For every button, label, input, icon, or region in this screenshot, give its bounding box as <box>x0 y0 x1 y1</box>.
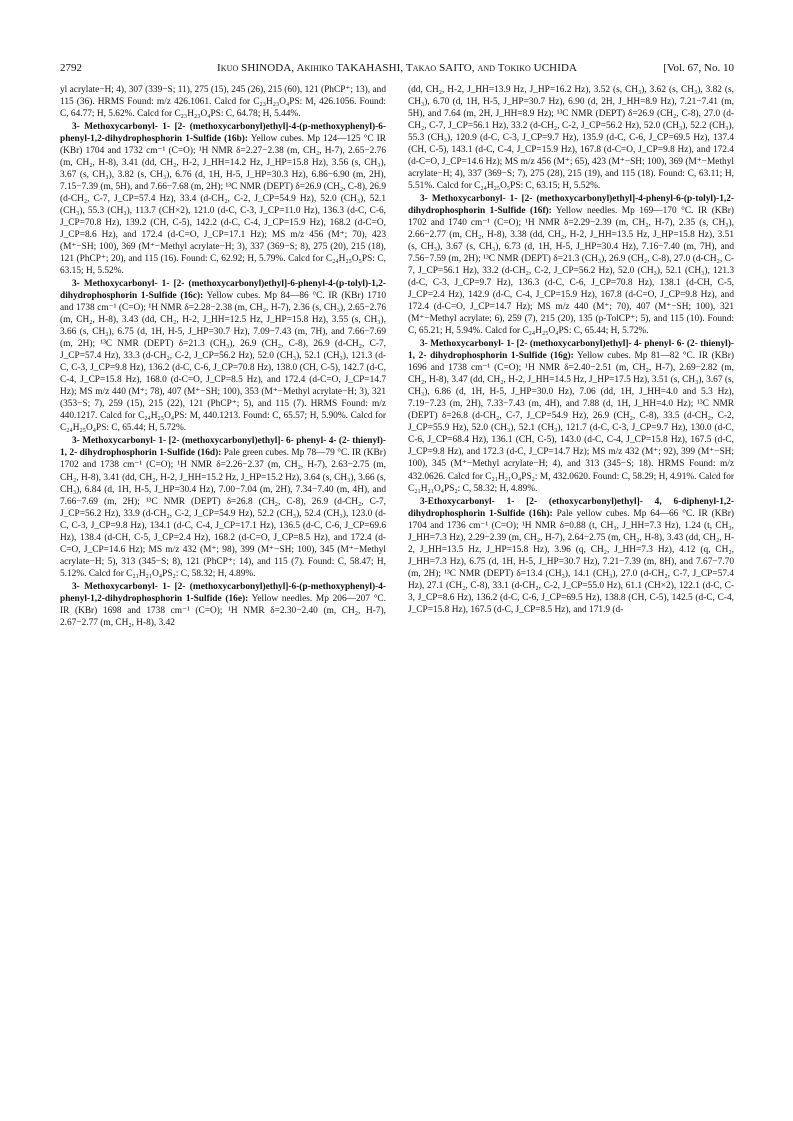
experimental-paragraph <box>60 121 386 277</box>
running-header-authors: Ikuo SHINODA, Akihiko TAKAHASHI, Takao SAITO, and Tokiko UCHIDA <box>216 62 578 74</box>
compound-data: Pale yellow cubes. Mp 64—66 °C. IR (KBr) 1704 and 1736 cm⁻¹ (C=O); ¹H NMR δ=0.88 (t, CH₃, J_HH=7.3 Hz), 1.24 (t, CH₃, J_HH=7.3 Hz), 2.29−2.39 (m, CH₂, H-7), 2.64−2.75 (m, CH₂, H-8), 3.43 (dd, CH₂, H-2, J_HH=13.5 Hz, J_HP=15.8 Hz), 3.96 (q, CH₂, J_HH=7.3 Hz), 4.12 (q, CH₂, J_HH=7.3 Hz), 6.75 (d, 1H, H-5, J_HP=30.7 Hz), 7.21−7.39 (m, 8H), and 7.67−7.70 (m, 2H); ¹³C NMR (DEPT) δ=13.4 (CH₃), 14.1 (CH₃), 27.0 (d-CH₂, C-7, J_CP=57.4 Hz), 27.1 (CH₂, C-8), 33.1 (d-CH₂, C-2, J_CP=55.0 Hz), 61.1 (CH×2), 122.1 (d-C, C-3, J_CP=8.6 Hz), 136.2 (d-C, C-6, J_CP=69.5 Hz), 138.8 (CH, C-5), 142.5 (d-C, C-4, J_CP=15.8 Hz), 167.5 (d-C, J_CP=8.5 Hz), and 171.9 (d- <box>408 508 734 615</box>
experimental-paragraph <box>60 435 386 579</box>
compound-data: Yellow needles. Mp 206—207 °C. IR (KBr) 1698 and 1738 cm⁻¹ (C=O); ¹H NMR δ=2.30−2.40 (m, CH₂, H-7), 2.67−2.77 (m, CH₂, H-8), 3.42 <box>60 593 386 628</box>
running-header <box>60 62 734 82</box>
compound-title: 3- Methoxycarbonyl- 1- [2- (methoxycarbonyl)ethyl]-4-(p-methoxyphenyl)-6-phenyl-1,2-dihydrophosphorin 1-Sulfide (16b): <box>60 122 386 145</box>
experimental-paragraph <box>60 84 386 120</box>
compound-title: 3-Ethoxycarbonyl- 1- [2- (ethoxycarbonyl)ethyl]- 4, 6-diphenyl-1,2-dihydrophosphorin 1-Sulfide (16h): <box>408 496 734 519</box>
compound-data: yl acrylate−H; 4), 307 (339−S; 11), 275 (15), 245 (26), 215 (60), 121 (PhCP⁺; 13), and 115 (36). HRMS Found: m/z 426.1061. Calcd for C₂₃H₂₃O₄PS: M, 426.1056. Found: C, 64.77; H, 5.62%. Calcd for C₂₃H₂₃O₄PS: C, 64.78; H, 5.44%. <box>60 85 386 120</box>
compound-title: 3- Methoxycarbonyl- 1- [2- (methoxycarbonyl)ethyl]-6-phenyl-4-(p-tolyl)-1,2-dihydrophosphorin 1-Sulfide (16c): <box>60 279 386 302</box>
experimental-paragraph <box>60 278 386 434</box>
compound-data: Yellow cubes. Mp 84—86 °C. IR (KBr) 1710 and 1738 cm⁻¹ (C=O); ¹H NMR δ=2.28−2.38 (m, CH₂, H-7), 2.36 (s, CH₃), 2.65−2.76 (m, CH₂, H-8), 3.43 (dd, CH₂, H-2, J_HH=12.5 Hz, J_HP=15.8 Hz), 3.55 (s, CH₃), 3.66 (s, CH₃), 6.75 (d, 1H, H-5, J_HP=30.7 Hz), 7.09−7.43 (m, 7H), and 7.66−7.69 (m, 2H); ¹³C NMR (DEPT) δ=21.3 (CH₃), 26.9 (CH₂, C-8), 26.9 (d-CH₂, C-7, J_CP=57.4 Hz), 33.3 (d-CH₂, C-2, J_CP=56.2 Hz), 52.0 (CH₃), 52.1 (CH₃), 121.3 (d-C, C-3, J_CP=9.8 Hz), 136.2 (d-C, C-6, J_CP=70.8 Hz), 138.0 (CH, C-5), 142.7 (d-C, C-4, J_CP=15.8 Hz), 168.0 (d-C=O, J_CP=8.5 Hz), and 172.4 (d-C=O, J_CP=14.7 Hz); MS m/z 440 (M⁺; 78), 407 (M⁺−SH; 100), 353 (M⁺−Methyl acrylate−H; 3), 321 (353−S; 7), 259 (15), 215 (22), 121 (PhCP⁺; 5), and 115 (7). HRMS Found: m/z 440.1217. Calcd for C₂₄H₂₅O₄PS: M, 440.1213. Found: C, 65.57; H, 5.90%. Calcd for C₂₄H₂₅O₄PS: C, 65.44; H, 5.72%. <box>60 291 386 434</box>
compound-data: Yellow needles. Mp 169—170 °C. IR (KBr) 1702 and 1740 cm⁻¹ (C=O); ¹H NMR δ=2.29−2.39 (m, CH₂, H-7), 2.35 (s, CH₃), 2.66−2.77 (m, CH₂, H-8), 3.38 (dd, CH₂, H-2, J_HH=13.5 Hz, J_HP=15.8 Hz), 3.51 (s, CH₃), 3.67 (s, CH₃), 6.73 (d, 1H, H-5, J_HP=30.4 Hz), 7.16−7.40 (m, 7H), and 7.56−7.59 (m, 2H); ¹³C NMR (DEPT) δ=21.3 (CH₃), 26.9 (CH₂, C-8), 27.0 (d-CH₂, C-7, J_CP=56.1 Hz), 33.2 (d-CH₂, C-2, J_CP=56.2 Hz), 52.0 (CH₃), 52.1 (CH₃), 121.3 (d-C, C-3, J_CP=9.7 Hz), 136.3 (d-C, C-6, J_CP=70.8 Hz), 138.1 (d-CH, C-5, J_CP=2.4 Hz), 142.9 (d-C, C-4, J_CP=15.9 Hz), 167.8 (d-C=O, J_CP=9.8 Hz), and 172.4 (d-C=O, J_CP=14.7 Hz); MS m/z 440 (M⁺; 70), 407 (M⁺−SH; 100), 321 (M⁺−Methyl acrylate; 6), 259 (7), 215 (20), 135 (p-TolCP⁺; 5), and 115 (10). Found: C, 65.21; H, 5.94%. Calcd for C₂₄H₂₅O₄PS: C, 65.44; H, 5.72%. <box>408 206 735 337</box>
experimental-paragraph <box>408 193 734 337</box>
compound-title: 3- Methoxycarbonyl- 1- [2- (methoxycarbonyl)ethyl]-4-phenyl-6-(p-tolyl)-1,2-dihydrophosphorin 1-Sulfide (16f): <box>408 194 734 217</box>
left-column <box>60 84 386 630</box>
compound-title: 3- Methoxycarbonyl- 1- [2- (methoxycarbonyl)ethyl]- 4- phenyl- 6- (2- thienyl)- 1, 2- dihydrophosphorin 1-Sulfide (16g): <box>408 339 734 362</box>
experimental-paragraph <box>408 496 734 616</box>
experimental-paragraph <box>60 581 386 629</box>
experimental-paragraph <box>408 84 734 192</box>
page-number: 2792 <box>60 62 82 74</box>
compound-title: 3- Methoxycarbonyl- 1- [2- (methoxycarbonyl)ethyl]- 6- phenyl- 4- (2- thienyl)- 1, 2- dihydrophosphorin 1-Sulfide (16d): <box>60 436 386 459</box>
compound-data: Yellow cubes. Mp 81—82 °C. IR (KBr) 1696 and 1738 cm⁻¹ (C=O); ¹H NMR δ=2.40−2.51 (m, CH₂, H-7), 2.69−2.82 (m, CH₂, H-8), 3.47 (dd, CH₂, H-2, J_HH=14.5 Hz, J_HP=17.5 Hz), 3.51 (s, CH₃), 3.67 (s, CH₃), 6.86 (d, 1H, H-5, J_HP=30.0 Hz), 7.06 (dd, 1H, J_HH=4.0 and 5.3 Hz), 7.19−7.23 (m, 2H), 7.33−7.43 (m, 4H), and 7.88 (d, 1H, J_HH=4.0 Hz); ¹³C NMR (DEPT) δ=26.8 (d-CH₂, C-7, J_CP=54.9 Hz), 26.9 (CH₂, C-8), 33.5 (d-CH₂, C-2, J_CP=55.9 Hz), 52.0 (CH₃), 52.1 (CH₃), 121.7 (d-C, C-3, J_CP=9.7 Hz), 130.0 (d-C, C-6, J_CP=68.4 Hz), 136.1 (CH, C-5), 143.0 (d-C, C-4, J_CP=15.8 Hz), 167.5 (d-C, J_CP=9.8 Hz), and 172.3 (d-C, J_CP=14.7 Hz); MS m/z 432 (M⁺; 92), 399 (M⁺−SH; 100), 345 (M⁺−Methyl acrylate−H; 4), and 313 (345−S; 18). HRMS Found: m/z 432.0626. Calcd for C₂₁H₂₁O₄PS₂: M, 432.0620. Found: C, 58.29; H, 4.91%. Calcd for C₂₁H₂₁O₄PS₂: C, 58.32; H, 4.89%. <box>408 351 735 494</box>
compound-title: 3- Methoxycarbonyl- 1- [2- (methoxycarbonyl)ethyl]-6-(p-methoxyphenyl)-4-phenyl-1,2-dihydrophosphorin 1-Sulfide (16e): <box>60 581 386 604</box>
compound-data: Yellow cubes. Mp 124—125 °C IR (KBr) 1704 and 1732 cm⁻¹ (C=O); ¹H NMR δ=2.27−2.38 (m, CH₂, H-7), 2.65−2.76 (m, CH₂, H-8), 3.41 (dd, CH₂, H-2, J_HH=14.2 Hz, J_HP=15.8 Hz), 3.56 (s, CH₃), 3.67 (s, CH₃), 3.82 (s, CH₃), 6.76 (d, 1H, H-5, J_HP=30.3 Hz), 6.86−6.90 (m, 2H), 7.15−7.39 (m, 5H), and 7.66−7.68 (m, 2H); ¹³C NMR (DEPT) δ=26.9 (CH₂, C-8), 26.9 (d-CH₂, C-7, J_CP=57.4 Hz), 33.4 (d-CH₂, C-2, J_CP=54.9 Hz), 52.0 (CH₃), 52.1 (CH₃), 55.3 (CH₃), 113.7 (CH×2), 121.0 (d-C, C-3, J_CP=11.0 Hz), 136.3 (d-C, C-6, J_CP=70.8 Hz), 139.2 (CH, C-5), 142.2 (d-C, C-4, J_CP=15.9 Hz), 168.2 (d-C=O, J_CP=8.6 Hz), and 172.4 (d-C=O, J_CP=17.1 Hz); MS m/z 456 (M⁺; 70), 423 (M⁺−SH; 100), 369 (M⁺−Methyl acrylate−H; 3), 337 (369−S; 8), 275 (20), 215 (18), 121 (PhCP⁺; 20), and 115 (16). Found: C, 62.92; H, 5.79%. Calcd for C₂₄H₂₅O₅PS: C, 63.15; H, 5.52%. <box>60 134 386 277</box>
compound-data: (dd, CH₂, H-2, J_HH=13.9 Hz, J_HP=16.2 Hz), 3.52 (s, CH₃), 3.62 (s, CH₃), 3.82 (s, CH₃), 6.70 (d, 1H, H-5, J_HP=30.7 Hz), 6.90 (d, 2H, J_HH=8.9 Hz), 7.21−7.41 (m, 5H), and 7.64 (m, 2H, J_HH=8.9 Hz); ¹³C NMR (DEPT) δ=26.9 (CH₂, C-8), 27.0 (d-CH₂, C-7, J_CP=56.1 Hz), 33.2 (d-CH₂, C-2, J_CP=56.2 Hz), 52.0 (CH₃), 52.2 (CH₃), 55.3 (CH₃), 120.9 (d-C, C-3, J_CP=9.7 Hz), 135.9 (d-C, C-6, J_CP=69.5 Hz), 137.4 (CH, C-5), 143.1 (d-C, C-4, J_CP=15.9 Hz), 167.8 (d-C=O, J_CP=9.8 Hz), and 172.4 (d-C=O, J_CP=14.6 Hz); MS m/z 456 (M⁺; 65), 423 (M⁺−SH; 100), 369 (M⁺−Methyl acrylate−H; 4), 337 (369−S; 7), 275 (28), 215 (19), and 115 (18). Found: C, 63.11; H, 5.51%. Calcd for C₂₄H₂₅O₅PS: C, 63.15; H, 5.52%. <box>408 85 734 192</box>
experimental-paragraph <box>408 338 734 494</box>
right-column <box>408 84 734 617</box>
compound-data: Pale green cubes. Mp 78—79 °C. IR (KBr) 1702 and 1738 cm⁻¹ (C=O); ¹H NMR δ=2.26−2.37 (m, CH₂, H-7), 2.63−2.75 (m, CH₂, H-8), 3.41 (dd, CH₂, H-2, J_HH=15.2 Hz, J_HP=15.2 Hz), 3.64 (s, CH₃), 3.66 (s, CH₃), 6.84 (d, 1H, H-5, J_HP=30.4 Hz), 7.00−7.04 (m, 2H), 7.34−7.40 (m, 4H), and 7.66−7.69 (m, 2H); ¹³C NMR (DEPT) δ=26.8 (CH₂, C-8), 26.9 (d-CH₂, C-7, J_CP=56.2 Hz), 33.9 (d-CH₂, C-2, J_CP=54.9 Hz), 52.2 (CH₃), 52.4 (CH₃), 123.0 (d-C, C-3, J_CP=9.8 Hz), 134.1 (d-C, C-4, J_CP=17.1 Hz), 136.5 (d-C, C-6, J_CP=69.6 Hz), 138.4 (d-CH, C-5, J_CP=2.4 Hz), 168.2 (d-C=O, J_CP=8.5 Hz), and 172.4 (d-C=O, J_CP=14.6 Hz); MS m/z 432 (M⁺; 98), 399 (M⁺−SH; 100), 345 (M⁺−Methyl acrylate−H; 5), 313 (345−S; 8), 121 (PhCP⁺; 14), and 115 (7). Found: C, 58.47; H, 5.12%. Calcd for C₂₁H₂₁O₄PS₂: C, 58.32; H, 4.89%. <box>60 448 386 579</box>
journal-volume: [Vol. 67, No. 10 <box>663 62 734 74</box>
